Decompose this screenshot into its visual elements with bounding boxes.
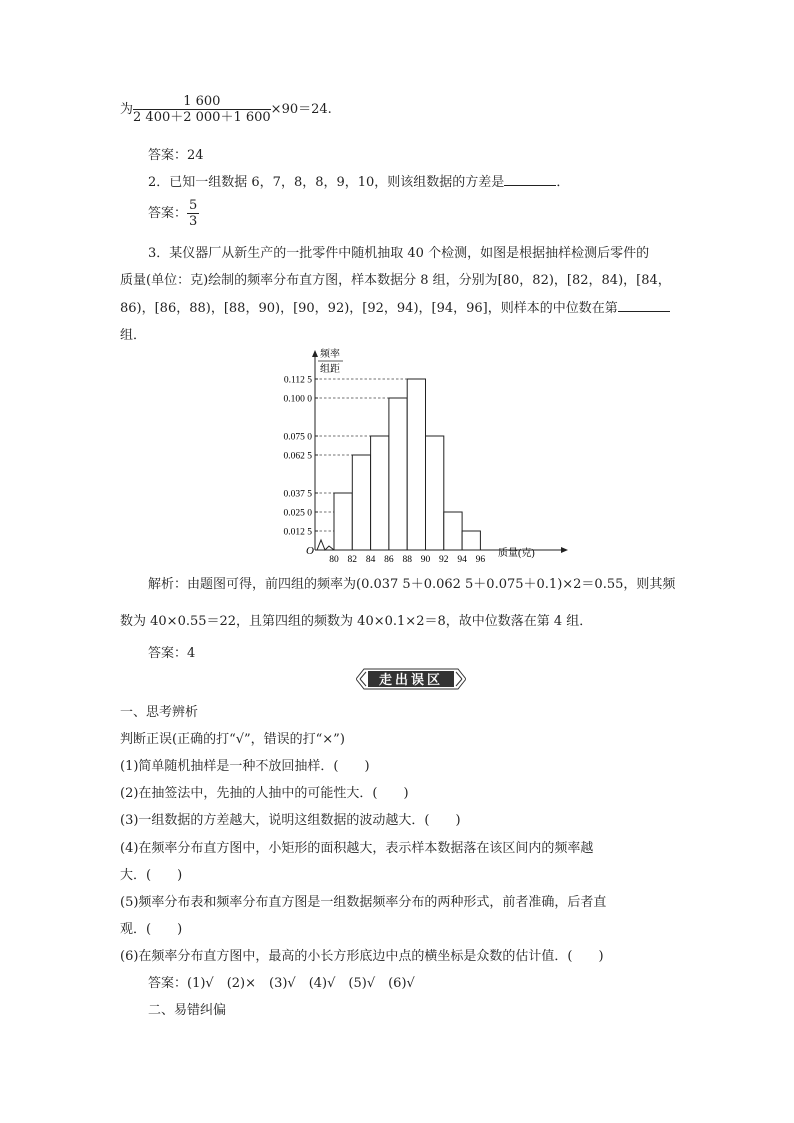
item-5-line-2: 观．( ) <box>120 922 183 937</box>
item-5-line-1: (5)频率分布表和频率分布直方图是一组数据频率分布的两种形式，前者准确，后者直 <box>120 895 607 910</box>
formula-prefix: 为 <box>120 102 134 117</box>
question-2-text: 2．已知一组数据 6，7，8，8，9，10，则该组数据的方差是 <box>148 175 505 190</box>
y-tick-label: 0.112 5 <box>283 375 312 386</box>
y-tick-label: 0.037 5 <box>283 489 312 500</box>
histogram-bar <box>407 379 425 550</box>
x-axis-label: 质量(克) <box>498 548 535 559</box>
formula-suffix: ×90＝24. <box>270 102 332 117</box>
histogram-bar <box>444 512 462 550</box>
item-2: (2)在抽签法中，先抽的人抽中的可能性大．( ) <box>120 786 409 801</box>
answer-4: 答案：(1)√ (2)× (3)√ (4)√ (5)√ (6)√ <box>148 976 415 991</box>
histogram-bar <box>389 398 407 550</box>
x-tick-label: 84 <box>365 555 376 564</box>
answer-2-numerator: 5 <box>189 198 198 213</box>
histogram-bar <box>334 493 352 550</box>
axis-break <box>317 540 334 550</box>
question-3-line-1: 3．某仪器厂从新生产的一批零件中随机抽取 40 个检测，如图是根据抽样检测后零件的 <box>148 246 650 261</box>
item-1: (1)简单随机抽样是一种不放回抽样．( ) <box>120 759 370 774</box>
fraction <box>133 94 271 125</box>
histogram-bar <box>371 436 389 550</box>
question-3-line-3-text: 86)，[86，88)，[88，90)，[90，92)，[92，94)，[94，96]，则样本的中位数在第 <box>120 301 618 316</box>
answer-2-denominator: 3 <box>189 214 198 229</box>
answer-2-fraction <box>187 198 199 229</box>
section-1-title: 一、思考辨析 <box>120 705 199 720</box>
solution-line-1: 解析：由题图可得，前四组的频率为(0.037 5＋0.062 5＋0.075＋0.1)×2＝0.55，则其频 <box>148 577 676 592</box>
item-4-line-2: 大．( ) <box>120 868 183 883</box>
histogram-bar <box>426 436 444 550</box>
question-2 <box>148 171 569 190</box>
y-tick-label: 0.075 0 <box>283 432 312 443</box>
question-2-end: ． <box>556 175 570 190</box>
instructions: 判断正误(正确的打“√”，错误的打“×”) <box>120 732 345 747</box>
section-banner <box>356 667 466 691</box>
fraction-denominator: 2 400＋2 000＋1 600 <box>133 110 271 125</box>
answer-3: 答案：4 <box>148 646 196 661</box>
x-tick-label: 94 <box>457 555 467 564</box>
banner-title: 走出误区 <box>378 672 444 687</box>
y-tick-label: 0.025 0 <box>283 508 312 519</box>
y-tick-label: 0.012 5 <box>283 527 312 538</box>
answer-blank <box>618 298 670 312</box>
formula-line <box>120 94 332 125</box>
y-axis-arrow <box>312 350 318 357</box>
answer-2 <box>148 198 199 229</box>
histogram-bar <box>352 455 370 550</box>
question-3-line-2: 质量(单位：克)绘制的频率分布直方图，样本数据分 8 组，分别为[80，82)，[82，84)，[84， <box>120 273 671 288</box>
item-3: (3)一组数据的方差越大，说明这组数据的波动越大．( ) <box>120 813 461 828</box>
item-4-line-1: (4)在频率分布直方图中，小矩形的面积越大，表示样本数据落在该区间内的频率越 <box>120 841 594 856</box>
x-tick-label: 86 <box>384 555 394 564</box>
origin-label: O <box>306 545 314 557</box>
histogram-bar <box>462 531 480 550</box>
fraction-numerator: 1 600 <box>133 94 271 110</box>
question-3-line-4: 组． <box>120 328 147 343</box>
answer-blank <box>504 172 556 186</box>
y-axis-label-bottom: 组距 <box>320 364 340 375</box>
y-tick-label: 0.100 0 <box>283 394 312 405</box>
y-tick-label: 0.062 5 <box>283 451 312 462</box>
x-tick-label: 88 <box>402 555 412 564</box>
section-2-title: 二、易错纠偏 <box>148 1003 227 1018</box>
x-tick-label: 90 <box>420 555 431 564</box>
x-tick-label: 96 <box>475 555 486 564</box>
x-axis-arrow <box>561 547 568 553</box>
answer-2-label: 答案： <box>148 206 188 221</box>
solution-line-2: 数为 40×0.55＝22，且第四组的频数为 40×0.1×2＝8，故中位数落在第 4 组． <box>120 614 593 629</box>
y-axis-label-top: 频率 <box>320 349 340 360</box>
answer-1: 答案：24 <box>148 148 204 163</box>
frequency-histogram <box>270 342 580 564</box>
item-6: (6)在频率分布直方图中，最高的小长方形底边中点的横坐标是众数的估计值．( ) <box>120 949 604 964</box>
x-tick-label: 80 <box>329 555 339 564</box>
x-tick-label: 82 <box>347 555 358 564</box>
x-tick-label: 92 <box>439 555 449 564</box>
question-3-line-3 <box>120 297 670 316</box>
